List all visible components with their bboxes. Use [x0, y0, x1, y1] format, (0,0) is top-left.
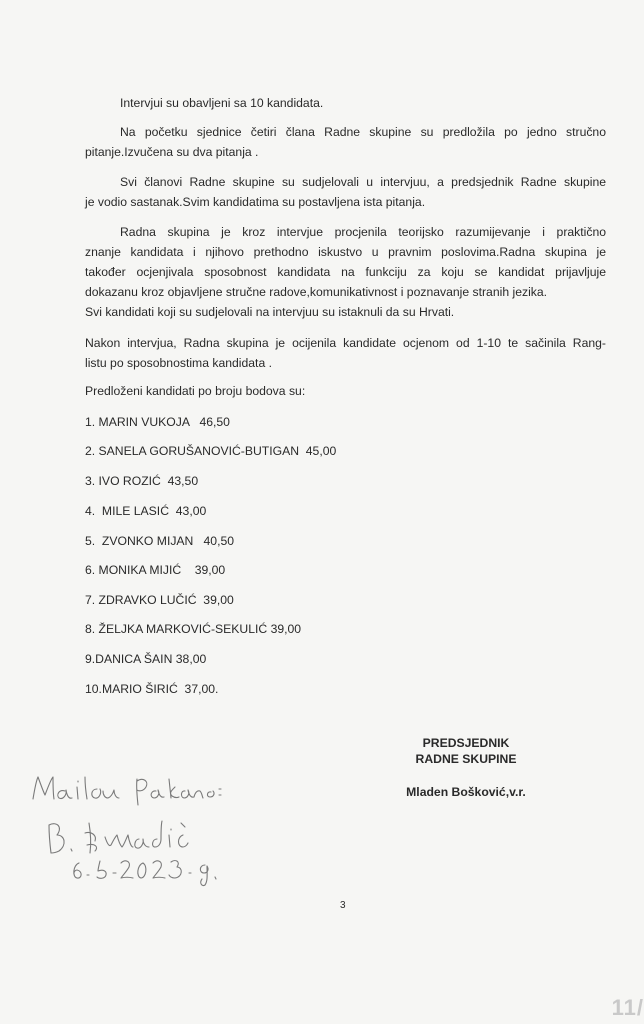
text-line: također ocjenjivala sposobnost kandidata na funkciju za koju se kandidat prijavljuje — [85, 265, 606, 279]
signature-name: Mladen Bošković,v.r. — [406, 785, 526, 799]
text-line: dokazanu kroz objavljene stručne radove,komunikativnost i poznavanje stranih jezika. — [85, 285, 548, 299]
candidate-item: 9.DANICA ŠAIN 38,00 — [85, 652, 207, 666]
text-line: Na početku sjednice četiri člana Radne skupine su predložila po jedno stručno — [120, 125, 606, 139]
paragraph-questions — [85, 122, 606, 162]
paragraph-ranking — [85, 333, 606, 373]
paragraph-members — [85, 172, 606, 212]
candidate-item: 6. MONIKA MIJIĆ 39,00 — [85, 563, 226, 577]
text-line: listu po sposobnostima kandidata . — [85, 356, 272, 370]
text-line: Nakon intervjua, Radna skupina je ocijenila kandidate ocjenom od 1-10 te sačinila Rang- — [85, 336, 606, 350]
candidate-item: 7. ZDRAVKO LUČIĆ 39,00 — [85, 593, 234, 607]
page-number: 3 — [340, 900, 346, 911]
signature-title — [396, 735, 536, 767]
candidate-item: 8. ŽELJKA MARKOVIĆ-SEKULIĆ 39,00 — [85, 622, 302, 636]
paragraph-intro: Intervjui su obavljeni sa 10 kandidata. — [120, 96, 324, 110]
signature-title-line: RADNE SKUPINE — [415, 752, 517, 766]
candidate-item: 3. IVO ROZIĆ 43,50 — [85, 474, 199, 488]
text-line: pitanje.Izvučena su dva pitanja . — [85, 145, 259, 159]
candidate-item: 2. SANELA GORUŠANOVIĆ-BUTIGAN 45,00 — [85, 444, 337, 458]
text-line: Svi članovi Radne skupine su sudjelovali u intervjuu, a predsjednik Radne skupine — [120, 175, 606, 189]
signature-title-line: PREDSJEDNIK — [422, 736, 510, 750]
text-line: znanje kandidata i njihovo prethodno iskustvo u pravnim poslovima.Radna skupina je — [85, 245, 606, 259]
candidate-item: 10.MARIO ŠIRIĆ 37,00. — [85, 682, 219, 696]
candidate-item: 1. MARIN VUKOJA 46,50 — [85, 415, 230, 429]
text-line: je vodio sastanak.Svim kandidatima su postavljena ista pitanja. — [85, 195, 426, 209]
paragraph-nationality: Svi kandidati koji su sudjelovali na intervjuu su istaknuli da su Hrvati. — [85, 305, 455, 319]
text-line: Radna skupina je kroz intervjue procjenila teorijsko razumijevanje i praktično — [120, 225, 606, 239]
paragraph-evaluation — [85, 222, 606, 302]
candidate-item: 5. ZVONKO MIJAN 40,50 — [85, 534, 235, 548]
paragraph-candidates-intro: Predloženi kandidati po broju bodova su: — [85, 384, 306, 398]
candidate-item: 4. MILE LASIĆ 43,00 — [85, 504, 207, 518]
corner-page-marker: 11/ — [611, 995, 644, 1020]
handwritten-note — [25, 765, 240, 890]
